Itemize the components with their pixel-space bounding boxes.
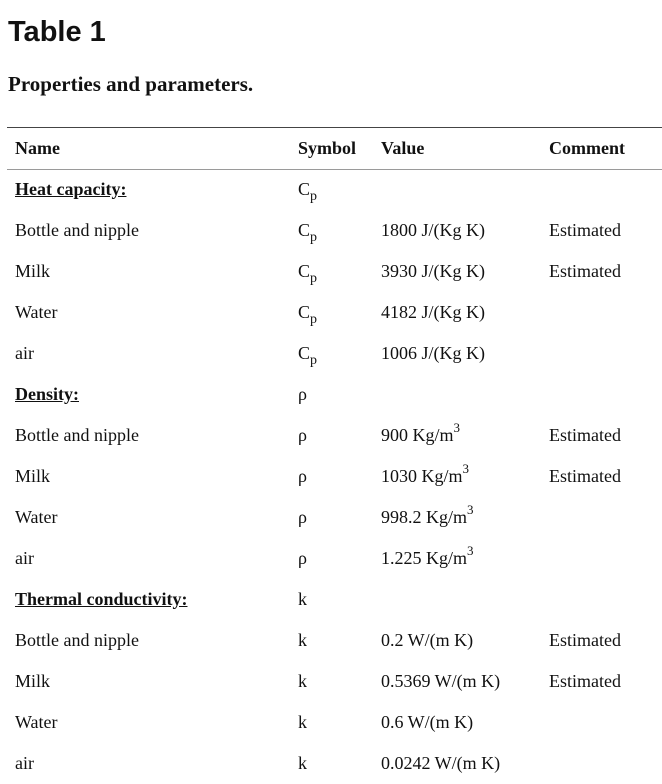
value-superscript: 3 — [453, 420, 461, 435]
value-cell — [374, 661, 541, 702]
name-cell: air — [15, 548, 34, 568]
table-row — [7, 743, 662, 784]
symbol-text: ρ — [298, 548, 307, 568]
value-cell — [374, 333, 541, 374]
table-row — [7, 415, 662, 456]
table-row — [7, 292, 662, 333]
symbol-text: k — [298, 630, 307, 650]
section-row — [7, 374, 662, 415]
value-text: 0.5369 W/(m K) — [381, 671, 501, 691]
value-cell — [374, 292, 541, 333]
symbol-cell — [292, 251, 374, 292]
comment-cell: Estimated — [549, 425, 621, 445]
value-cell — [374, 169, 541, 210]
value-text: 998.2 Kg/m — [381, 507, 468, 527]
symbol-cell — [292, 702, 374, 743]
comment-cell: Estimated — [549, 466, 621, 486]
symbol-cell — [292, 661, 374, 702]
value-cell — [374, 456, 541, 497]
value-text: 0.2 W/(m K) — [381, 630, 474, 650]
comment-cell — [541, 743, 662, 784]
value-cell — [374, 620, 541, 661]
name-cell: Milk — [15, 671, 51, 691]
value-superscript: 3 — [467, 543, 474, 558]
header-value: Value — [381, 138, 425, 158]
value-text: 1800 J/(Kg K) — [381, 220, 485, 240]
table-row — [7, 210, 662, 251]
symbol-text: k — [298, 671, 307, 691]
value-cell — [374, 415, 541, 456]
table-row — [7, 333, 662, 374]
section-title-cell — [7, 169, 292, 210]
symbol-text: C — [298, 343, 311, 363]
symbol-subscript: p — [310, 353, 318, 368]
section-row — [7, 579, 662, 620]
section-row — [7, 169, 662, 210]
table-row — [7, 702, 662, 743]
value-text: 1006 J/(Kg K) — [381, 343, 485, 363]
header-row — [7, 128, 662, 169]
section-title-cell — [7, 579, 292, 620]
symbol-cell — [292, 210, 374, 251]
value-cell — [374, 210, 541, 251]
symbol-text: ρ — [298, 425, 307, 445]
symbol-cell — [292, 456, 374, 497]
value-cell — [374, 702, 541, 743]
symbol-cell — [292, 169, 374, 210]
table-row — [7, 620, 662, 661]
symbol-cell — [292, 333, 374, 374]
value-cell — [374, 538, 541, 579]
value-text: 1030 Kg/m — [381, 466, 463, 486]
symbol-text: k — [298, 589, 307, 609]
symbol-subscript: p — [310, 271, 318, 286]
comment-cell: Estimated — [549, 630, 621, 650]
header-symbol: Symbol — [298, 138, 357, 158]
comment-cell: Estimated — [549, 220, 621, 240]
symbol-cell — [292, 620, 374, 661]
comment-cell: Estimated — [549, 671, 621, 691]
properties-table — [7, 128, 662, 784]
symbol-cell — [292, 743, 374, 784]
symbol-subscript: p — [310, 189, 318, 204]
table-label: Table 1 — [8, 16, 106, 48]
value-cell — [374, 374, 541, 415]
value-text: 0.6 W/(m K) — [381, 712, 474, 732]
symbol-text: k — [298, 712, 307, 732]
comment-cell — [541, 497, 662, 538]
value-cell — [374, 743, 541, 784]
value-text: 4182 J/(Kg K) — [381, 302, 485, 322]
symbol-cell — [292, 292, 374, 333]
symbol-text: C — [298, 261, 311, 281]
value-superscript: 3 — [467, 502, 474, 517]
value-cell — [374, 251, 541, 292]
symbol-text: k — [298, 753, 307, 773]
symbol-text: ρ — [298, 507, 307, 527]
value-cell — [374, 497, 541, 538]
symbol-text: ρ — [298, 384, 307, 404]
symbol-text: ρ — [298, 466, 307, 486]
section-title: Density: — [15, 384, 79, 404]
section-title-cell — [7, 374, 292, 415]
symbol-cell — [292, 579, 374, 620]
name-cell: air — [15, 343, 34, 363]
value-superscript: 3 — [462, 461, 470, 476]
header-name: Name — [15, 138, 60, 158]
comment-cell — [541, 333, 662, 374]
symbol-text: C — [298, 220, 311, 240]
table-row — [7, 538, 662, 579]
symbol-cell — [292, 374, 374, 415]
name-cell: Bottle and nipple — [15, 630, 139, 650]
value-text: 0.0242 W/(m K) — [381, 753, 501, 773]
symbol-text: C — [298, 179, 311, 199]
header-comment: Comment — [549, 138, 625, 158]
comment-cell — [541, 169, 662, 210]
comment-cell — [541, 702, 662, 743]
comment-cell — [541, 292, 662, 333]
section-title: Heat capacity: — [15, 179, 127, 199]
symbol-cell — [292, 497, 374, 538]
section-title: Thermal conductivity: — [15, 589, 188, 609]
table-row — [7, 456, 662, 497]
table-row — [7, 497, 662, 538]
value-text: 900 Kg/m — [381, 425, 454, 445]
symbol-subscript: p — [310, 230, 318, 245]
name-cell: Bottle and nipple — [15, 220, 139, 240]
table-header — [7, 128, 662, 169]
symbol-subscript: p — [310, 312, 318, 327]
table-body — [7, 169, 662, 784]
name-cell: air — [15, 753, 34, 773]
value-text: 3930 J/(Kg K) — [381, 261, 485, 281]
symbol-text: C — [298, 302, 311, 322]
comment-cell — [541, 579, 662, 620]
value-text: 1.225 Kg/m — [381, 548, 468, 568]
name-cell: Water — [15, 507, 58, 527]
value-cell — [374, 579, 541, 620]
name-cell: Milk — [15, 261, 51, 281]
comment-cell — [541, 374, 662, 415]
table-row — [7, 661, 662, 702]
table-caption: Properties and parameters. — [8, 72, 254, 96]
name-cell: Water — [15, 712, 58, 732]
name-cell: Bottle and nipple — [15, 425, 139, 445]
table-row — [7, 251, 662, 292]
name-cell: Milk — [15, 466, 51, 486]
symbol-cell — [292, 415, 374, 456]
comment-cell — [541, 538, 662, 579]
symbol-cell — [292, 538, 374, 579]
name-cell: Water — [15, 302, 58, 322]
comment-cell: Estimated — [549, 261, 621, 281]
